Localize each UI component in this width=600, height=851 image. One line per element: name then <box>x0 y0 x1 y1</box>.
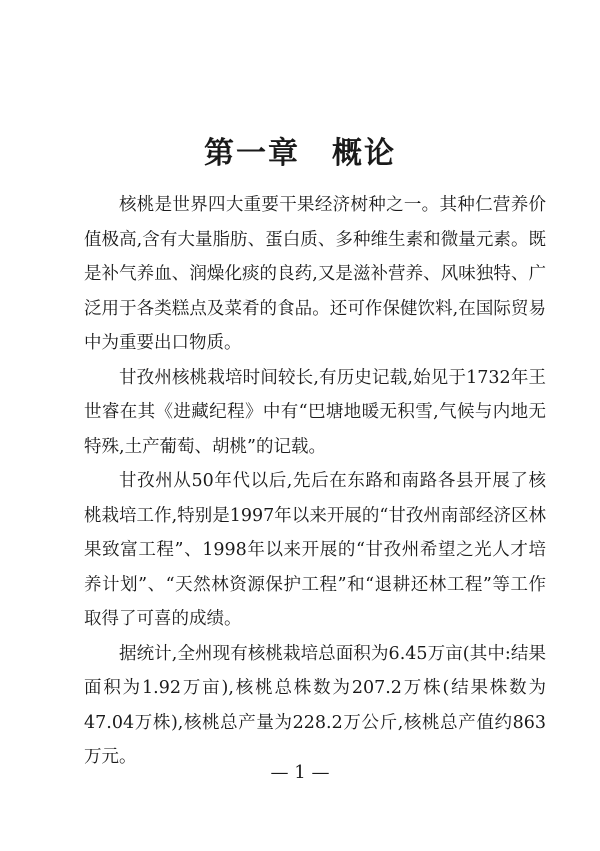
chapter-title: 第一章 概论 <box>204 136 396 172</box>
paragraph-statistics: 据统计,全州现有核桃栽培总面积为6.45万亩(其中:结果面积为1.92万亩),核桃总株数为207.2万株(结果株数为47.04万株),核桃总产量为228.2万公斤,核桃总产值约863万元。 <box>84 643 546 767</box>
page-number: — 1 — <box>270 762 330 783</box>
paragraph-intro: 核桃是世界四大重要干果经济树种之一。其种仁营养价值极高,含有大量脂肪、蛋白质、多种维生素和微量元素。既是补气养血、润燥化痰的良药,又是滋补营养、风味独特、广泛用于各类糕点及菜肴的食品。还可作保健饮料,在国际贸易中为重要出口物质。 <box>84 195 546 353</box>
paragraph-history: 甘孜州核桃栽培时间较长,有历史记载,始见于1732年王世睿在其《进藏纪程》中有“巴塘地暖无积雪,气候与内地无特殊,土产葡萄、胡桃”的记载。 <box>84 367 546 457</box>
body-text <box>84 188 546 775</box>
paragraph-development: 甘孜州从50年代以后,先后在东路和南路各县开展了核桃栽培工作,特别是1997年以来开展的“甘孜州南部经济区林果致富工程”、1998年以来开展的“甘孜州希望之光人才培养计划”、“天然林资源保护工程”和“退耕还林工程”等工作取得了可喜的成绩。 <box>84 471 546 629</box>
